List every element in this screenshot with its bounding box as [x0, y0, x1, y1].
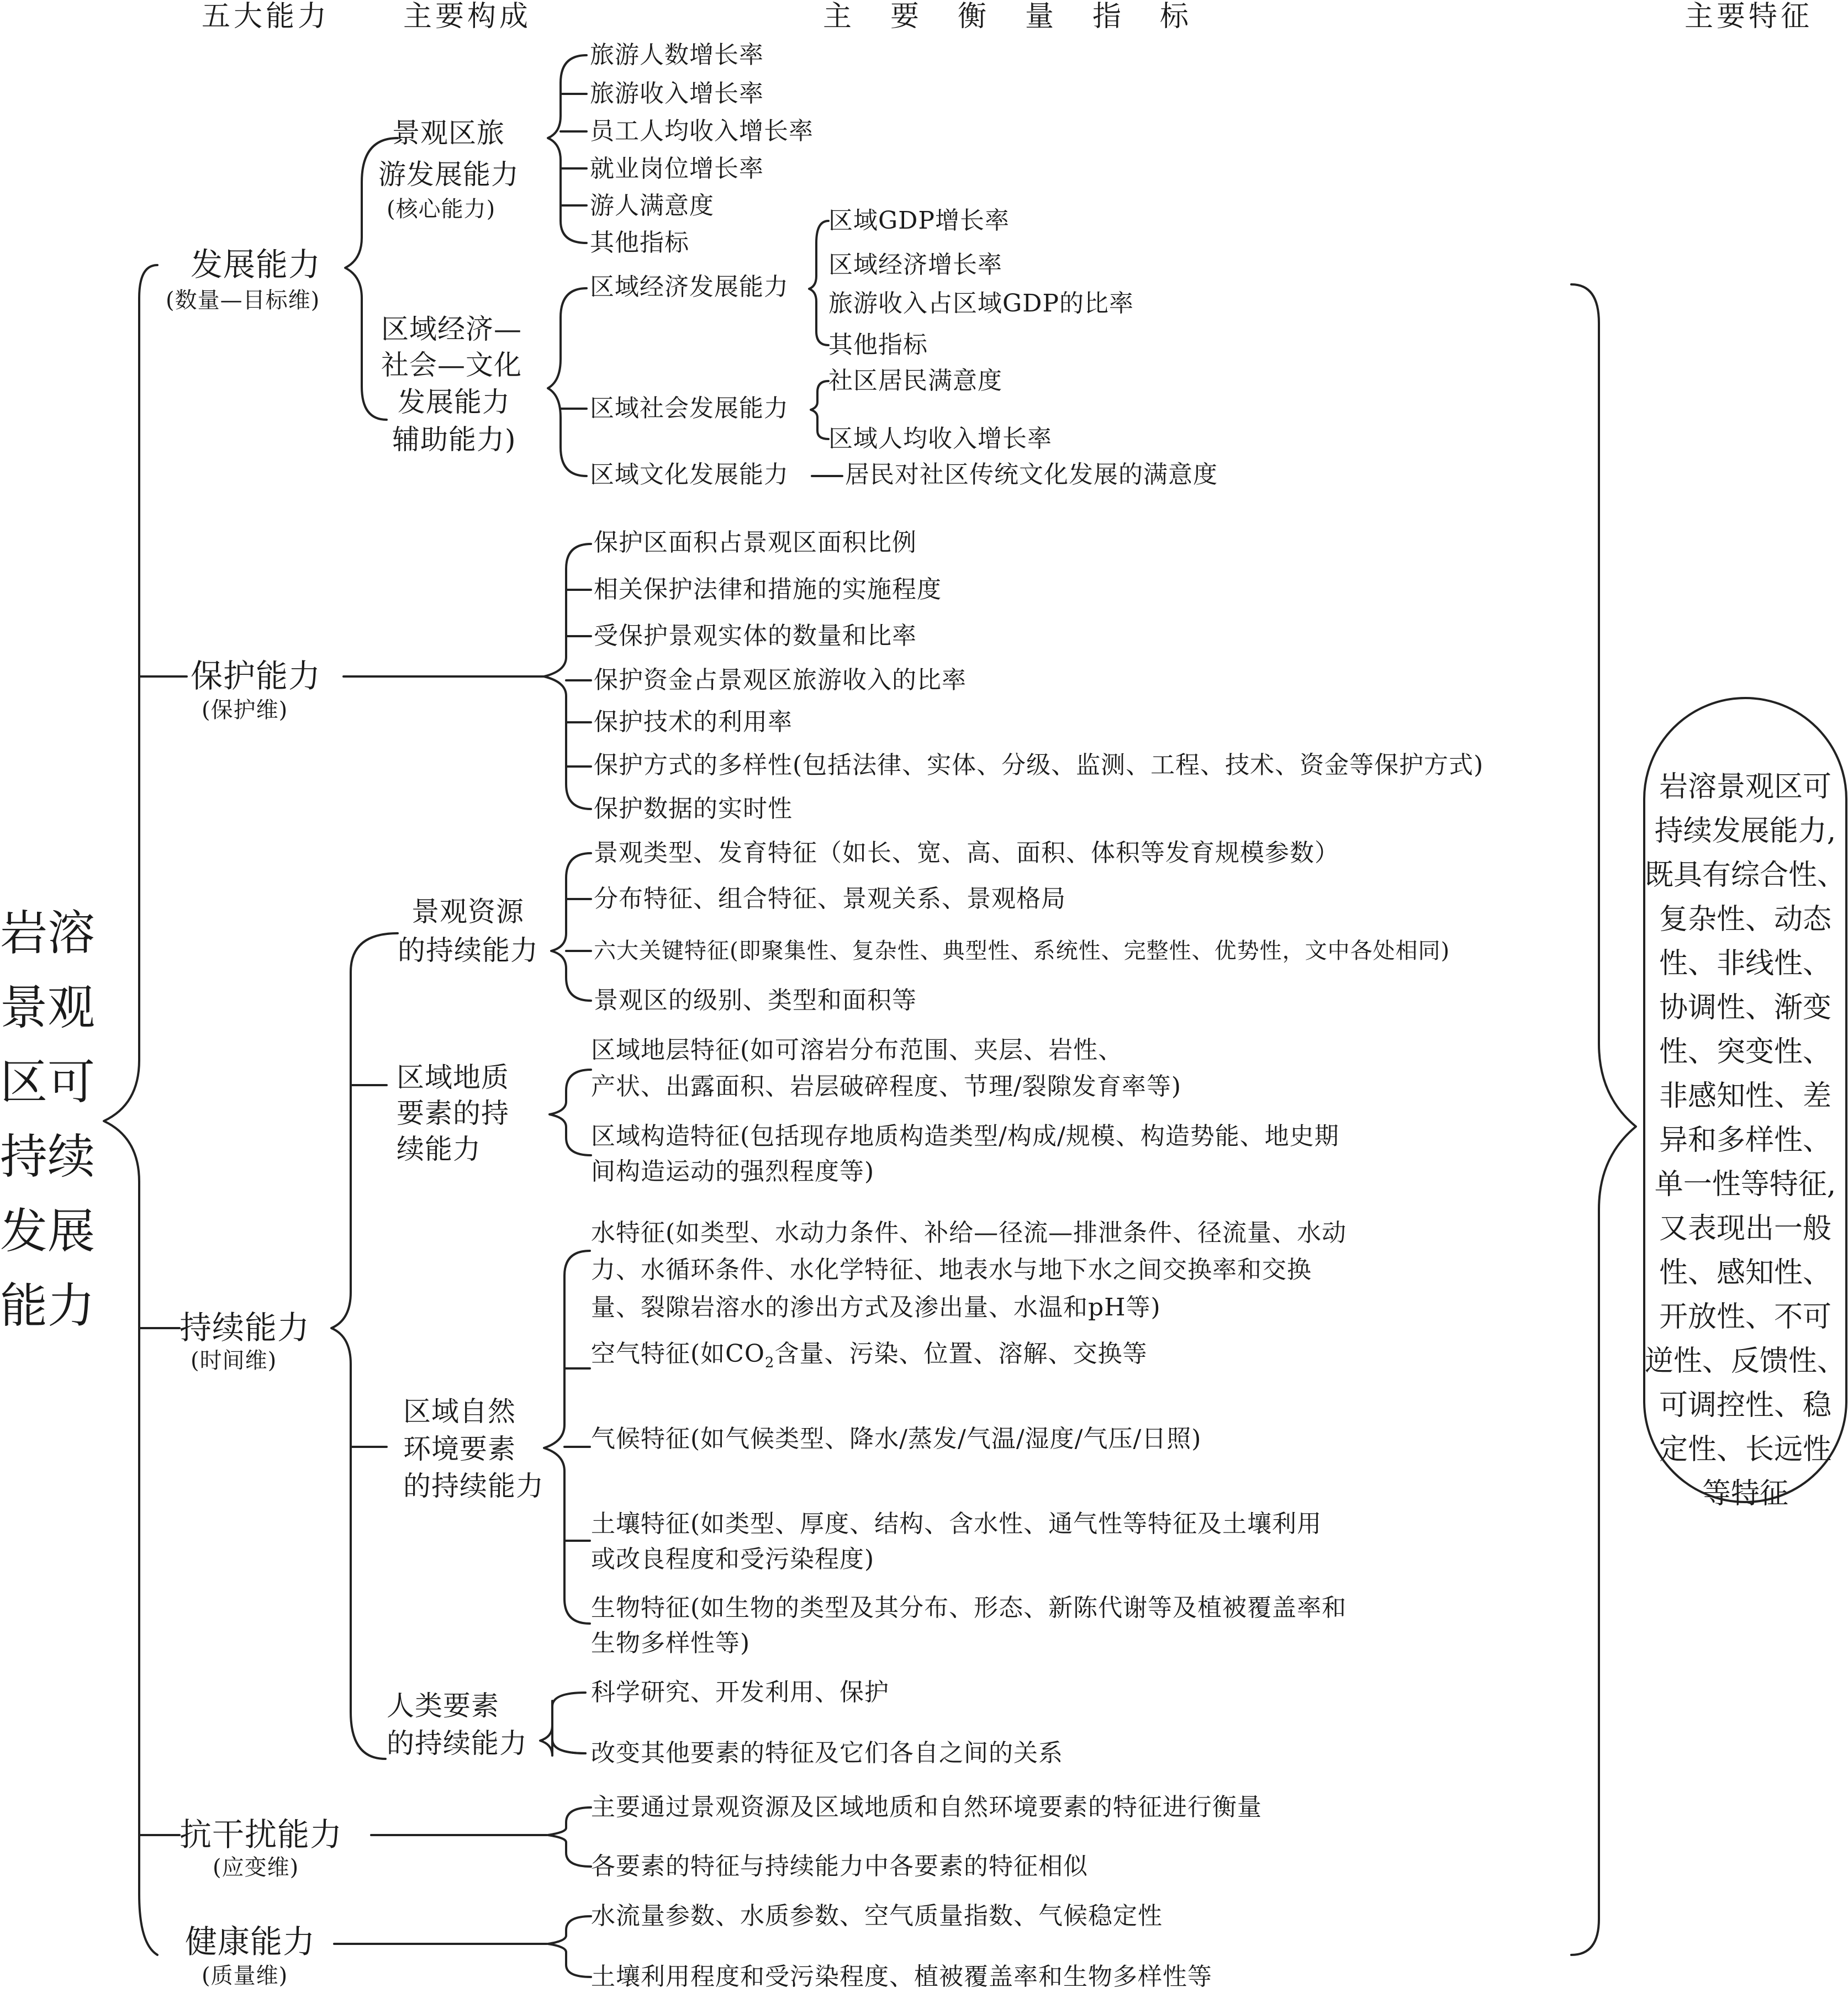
component-regional-line-3: 发展能力	[398, 386, 510, 418]
root-brace	[104, 265, 157, 1955]
ability-resist: 抗干扰能力	[179, 1816, 343, 1853]
social-brace	[811, 381, 828, 439]
root-line-3: 区可	[0, 1055, 95, 1110]
econ-item: 区域GDP增长率	[828, 207, 1010, 235]
health-item: 土壤利用程度和受污染程度、植被覆盖率和生物多样性等	[591, 1963, 1212, 1991]
component-geology-line-2: 要素的持	[397, 1097, 509, 1129]
human-brace	[540, 1693, 585, 1756]
feature-line: 异和多样性、	[1659, 1124, 1831, 1157]
regional-econ: 区域经济发展能力	[590, 273, 789, 301]
header-main-features: 主要特征	[1685, 0, 1813, 33]
protection-brace	[544, 544, 591, 809]
component-regional-line-2: 社会—文化	[381, 349, 522, 381]
protection-item: 保护区面积占景观区面积比例	[594, 528, 917, 557]
social-item: 区域人均收入增长率	[828, 425, 1052, 453]
component-geology-line-1: 区域地质	[397, 1061, 509, 1093]
ability-health-dim: (质量维)	[202, 1963, 288, 1989]
protection-item: 保护技术的利用率	[594, 708, 793, 736]
resist-item: 主要通过景观资源及区域地质和自然环境要素的特征进行衡量	[591, 1793, 1262, 1821]
culture-item: 居民对社区传统文化发展的满意度	[845, 461, 1218, 489]
protection-item: 保护方式的多样性(包括法律、实体、分级、监测、工程、技术、资金等保护方式)	[594, 751, 1484, 779]
geology-brace	[550, 1070, 591, 1155]
feature-line: 持续发展能力,	[1654, 815, 1836, 848]
sustain-brace	[331, 933, 398, 1759]
tourism-item: 其他指标	[590, 229, 689, 257]
nature-brace	[544, 1251, 590, 1624]
nature-soil: 或改良程度和受污染程度)	[591, 1545, 875, 1573]
nature-water: 力、水循环条件、水化学特征、地表水与地下水之间交换率和交换	[591, 1256, 1312, 1284]
feature-line: 等特征	[1702, 1477, 1788, 1510]
geology-item: 产状、出露面积、岩层破碎程度、节理/裂隙发育率等)	[591, 1072, 1181, 1101]
feature-line: 既具有综合性、	[1644, 859, 1846, 892]
ability-development-dim: (数量—目标维)	[166, 288, 320, 313]
econ-item: 旅游收入占区域GDP的比率	[828, 289, 1134, 318]
component-regional-line-1: 区域经济—	[381, 313, 522, 345]
econ-item: 其他指标	[828, 331, 928, 359]
ability-development: 发展能力	[191, 246, 321, 283]
root-line-4: 持续	[0, 1129, 95, 1185]
tourism-item: 旅游收入增长率	[590, 80, 764, 108]
feature-line: 逆性、反馈性、	[1644, 1345, 1846, 1378]
social-item: 社区居民满意度	[828, 367, 1002, 395]
ability-protection: 保护能力	[191, 657, 321, 695]
root-line-6: 能力	[0, 1278, 95, 1334]
protection-item: 受保护景观实体的数量和比率	[594, 622, 917, 650]
protection-item: 保护资金占景观区旅游收入的比率	[594, 666, 967, 694]
component-tourism-line-2: 游发展能力	[378, 158, 519, 191]
resource-brace	[551, 853, 591, 1001]
nature-air-prefix: 空气特征(如CO	[591, 1340, 765, 1368]
component-nature-line-3: 的持续能力	[403, 1470, 544, 1502]
feature-line: 岩溶景观区可	[1659, 770, 1831, 803]
regional-brace	[548, 288, 587, 476]
feature-line: 复杂性、动态	[1659, 903, 1831, 936]
tourism-item: 游人满意度	[590, 192, 714, 220]
resource-item: 六大关键特征(即聚集性、复杂性、典型性、系统性、完整性、优势性，文中各处相同)	[594, 938, 1450, 964]
resource-item: 分布特征、组合特征、景观关系、景观格局	[594, 885, 1066, 913]
tourism-item: 员工人均收入增长率	[590, 117, 814, 145]
human-item: 科学研究、开发利用、保护	[591, 1678, 889, 1706]
econ-brace	[809, 221, 828, 345]
features-brace	[1571, 284, 1636, 1955]
resist-item: 各要素的特征与持续能力中各要素的特征相似	[591, 1852, 1088, 1880]
resist-brace	[548, 1807, 591, 1867]
feature-line: 性、非线性、	[1659, 947, 1831, 980]
nature-climate: 气候特征(如气候类型、降水/蒸发/气温/湿度/气压/日照)	[591, 1425, 1202, 1453]
tourism-item: 旅游人数增长率	[590, 41, 764, 69]
ability-sustain-dim: (时间维)	[191, 1348, 277, 1373]
regional-culture: 区域文化发展能力	[590, 461, 789, 489]
nature-air-suffix: 含量、污染、位置、溶解、交换等	[774, 1340, 1148, 1368]
header-main-indicators: 主要衡量指标	[823, 0, 1228, 33]
health-item: 水流量参数、水质参数、空气质量指数、气候稳定性	[591, 1902, 1163, 1930]
header-five-abilities: 五大能力	[202, 0, 330, 33]
health-brace	[548, 1916, 591, 1977]
nature-air-subscript: 2	[764, 1354, 775, 1371]
feature-line: 又表现出一般	[1659, 1212, 1831, 1245]
ability-health: 健康能力	[185, 1923, 316, 1960]
feature-line: 性、突变性、	[1659, 1035, 1831, 1069]
nature-soil: 土壤特征(如类型、厚度、结构、含水性、通气性等特征及土壤利用	[591, 1510, 1322, 1538]
component-resource-line-2: 的持续能力	[398, 934, 538, 966]
nature-air	[591, 1339, 1147, 1378]
resource-item: 景观类型、发育特征（如长、宽、高、面积、体积等发育规模参数）	[594, 839, 1339, 867]
header-main-components: 主要构成	[403, 0, 532, 33]
root-line-2: 景观	[0, 980, 95, 1035]
nature-bio: 生物特征(如生物的类型及其分布、形态、新陈代谢等及植被覆盖率和	[591, 1594, 1347, 1622]
geology-item: 区域构造特征(包括现存地质构造类型/构成/规模、构造势能、地史期	[591, 1122, 1339, 1150]
geology-item: 区域地层特征(如可溶岩分布范围、夹层、岩性、	[591, 1036, 1123, 1064]
ability-sustain: 持续能力	[179, 1309, 310, 1346]
component-regional-line-4: 辅助能力)	[392, 424, 516, 456]
tourism-item: 就业岗位增长率	[590, 155, 764, 183]
feature-line: 协调性、渐变	[1659, 991, 1831, 1024]
feature-line: 性、感知性、	[1659, 1256, 1831, 1289]
protection-item: 相关保护法律和措施的实施程度	[594, 575, 942, 604]
econ-item: 区域经济增长率	[828, 251, 1002, 279]
component-human-line-2: 的持续能力	[387, 1727, 527, 1759]
resource-item: 景观区的级别、类型和面积等	[594, 986, 917, 1014]
root-line-1: 岩溶	[0, 906, 95, 961]
component-human-line-1: 人类要素	[387, 1690, 499, 1722]
root-line-5: 发展	[0, 1204, 95, 1259]
component-nature-line-1: 区域自然	[403, 1395, 516, 1428]
component-resource-line-1: 景观资源	[411, 896, 524, 928]
regional-social: 区域社会发展能力	[590, 394, 789, 422]
nature-water: 量、裂隙岩溶水的渗出方式及渗出量、水温和pH等)	[591, 1293, 1161, 1321]
geology-item: 间构造运动的强烈程度等)	[591, 1157, 875, 1186]
ability-protection-dim: (保护维)	[202, 697, 288, 723]
nature-bio: 生物多样性等)	[591, 1629, 751, 1657]
protection-item: 保护数据的实时性	[594, 795, 793, 823]
component-tourism-line-1: 景观区旅	[392, 117, 505, 149]
feature-line: 开放性、不可	[1659, 1301, 1831, 1334]
feature-line: 非感知性、差	[1659, 1080, 1831, 1113]
tourism-brace	[548, 55, 587, 243]
human-item: 改变其他要素的特征及它们各自之间的关系	[591, 1739, 1063, 1767]
component-geology-line-3: 续能力	[397, 1133, 481, 1165]
ability-resist-dim: (应变维)	[213, 1855, 299, 1880]
feature-line: 定性、长远性	[1659, 1433, 1831, 1466]
feature-line: 可调控性、稳	[1659, 1389, 1831, 1422]
component-nature-line-2: 环境要素	[403, 1433, 516, 1465]
nature-water: 水特征(如类型、水动力条件、补给—径流—排泄条件、径流量、水动	[591, 1219, 1347, 1247]
feature-line: 单一性等特征,	[1654, 1168, 1836, 1201]
component-tourism-line-3: (核心能力)	[387, 197, 496, 222]
